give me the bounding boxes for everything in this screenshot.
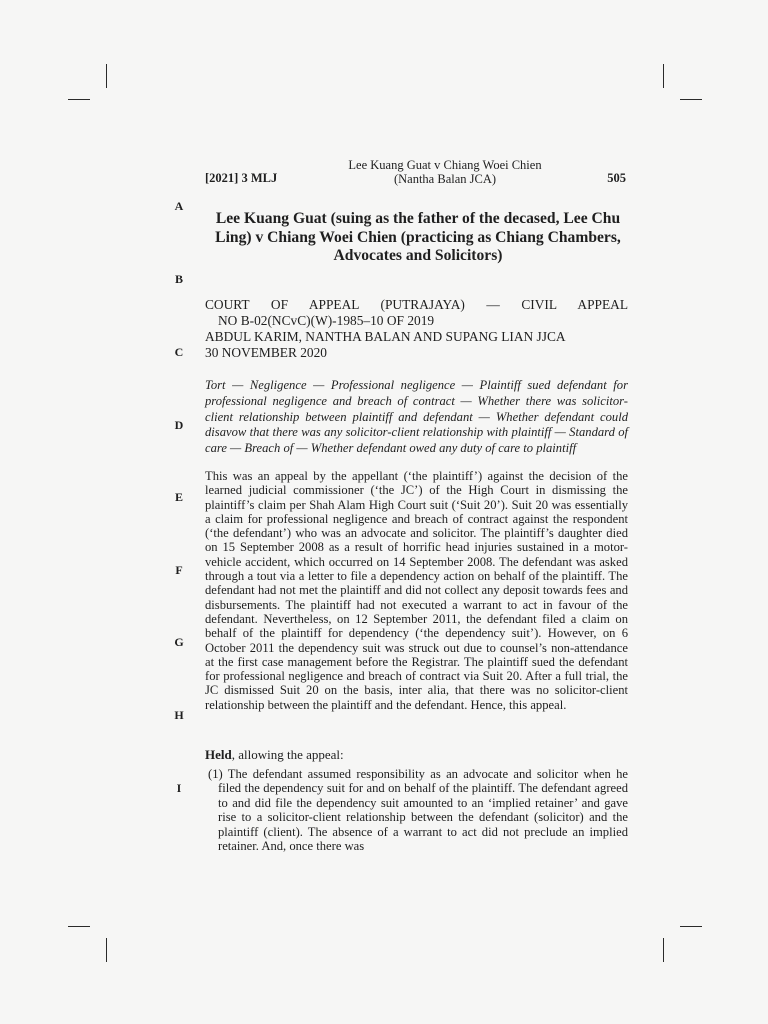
margin-letter-i: I xyxy=(176,781,182,795)
crop-mark xyxy=(680,99,702,100)
crop-mark xyxy=(663,64,664,88)
crop-mark xyxy=(680,926,702,927)
margin-letter-e: E xyxy=(174,490,183,504)
header-case-short: Lee Kuang Guat v Chiang Woei Chien xyxy=(348,158,542,172)
page-number: 505 xyxy=(607,171,626,185)
margin-letter-a: A xyxy=(174,199,184,213)
crop-mark xyxy=(68,99,90,100)
judges: ABDUL KARIM, NANTHA BALAN AND SUPANG LIAN JJCA xyxy=(205,329,566,344)
crop-mark xyxy=(106,938,107,962)
margin-letter-h: H xyxy=(174,708,184,722)
appeal-number: NO B-02(NCvC)(W)-1985–10 OF 2019 xyxy=(218,313,435,328)
crop-mark xyxy=(663,938,664,962)
header-judge: (Nantha Balan JCA) xyxy=(393,171,497,186)
margin-letter-d: D xyxy=(174,418,184,432)
crop-mark xyxy=(106,64,107,88)
header-case-title xyxy=(300,159,590,186)
crop-mark xyxy=(68,926,90,927)
margin-letter-b: B xyxy=(174,272,183,286)
held-line xyxy=(205,747,344,763)
header-citation: [2021] 3 MLJ xyxy=(205,171,278,185)
margin-letter-f: F xyxy=(175,563,183,577)
held-label: Held xyxy=(205,747,232,762)
headnote-summary: This was an appeal by the appellant (‘the plaintiff’) against the decision of the learned judicial commissioner (‘the JC’) of the High Court in dismissing the plaintiff’s claim per Shah Alam High Court suit (‘Suit 20’). Suit 20 was essentially a claim for professional negligence and breach of contract against the respondent (‘the defendant’) who was an advocate and solicitor. The plaintiff’s daughter died on 15 September 2008 as a result of horrific head injuries sustained in a motor-vehicle accident, which occurred on 14 September 2008. The defendant was asked through a tout via a letter to file a dependency action on behalf of the plaintiff. The defendant had not met the plaintiff and did not collect any deposit towards fees and disbursements. The plaintiff had not executed a warrant to act in favour of the defendant. Nevertheless, on 12 September 2011, the defendant filed a claim on behalf of the plaintiff for dependency (‘the dependency suit’). However, on 6 October 2011 the dependency suit was struck out due to counsel’s non-attendance at the first case management before the Registrar. The plaintiff sued the defendant for professional negligence and breach of contract via Suit 20. After a full trial, the JC dismissed Suit 20 on the basis, inter alia, that there was no solicitor-client relationship between the plaintiff and the defendant. Hence, this appeal. xyxy=(205,469,628,712)
margin-letter-c: C xyxy=(174,345,184,359)
court-name: COURT OF APPEAL (PUTRAJAYA) — CIVIL APPEAL xyxy=(205,297,628,312)
held-rest: , allowing the appeal: xyxy=(231,747,344,762)
decision-date: 30 NOVEMBER 2020 xyxy=(205,345,328,360)
case-title: Lee Kuang Guat (suing as the father of the decased, Lee Chu Ling) v Chiang Woei Chien (practicing as Chiang Chambers, Advocates and Solicitors) xyxy=(215,210,621,264)
court-info xyxy=(205,297,628,361)
catchwords: Tort — Negligence — Professional negligence — Plaintiff sued defendant for professional negligence and breach of contract — Whether there was solicitor-client relationship between plaintiff and defendant — Whether defendant could disavow that there was any solicitor-client relationship with plaintiff — Standard of care — Breach of — Whether defendant owed any duty of care to plaintiff xyxy=(205,378,628,456)
margin-letter-g: G xyxy=(174,635,184,649)
holding-number: (1) xyxy=(208,767,223,781)
holding-paragraph xyxy=(208,767,628,853)
holding-text: The defendant assumed responsibility as an advocate and solicitor when he filed the dependency suit for and on behalf of the plaintiff. The defendant agreed to and did file the dependency suit amounted to an ‘implied retainer’ and gave rise to a solicitor-client relationship between the defendant (solicitor) and the plaintiff (client). The absence of a warrant to act did not preclude an implied retainer. And, once there was xyxy=(218,767,628,854)
